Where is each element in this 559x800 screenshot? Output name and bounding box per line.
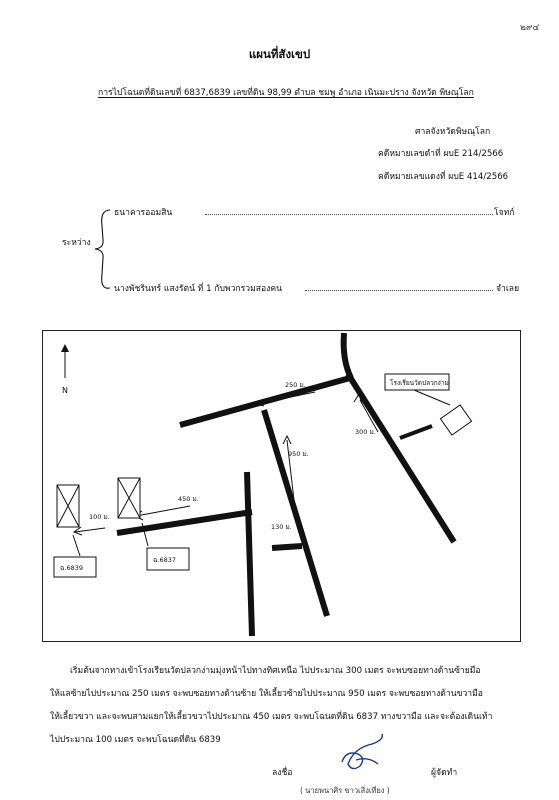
signatory-name: ( นายพนาศิร ขาวเสิ่งเที่ยง )	[300, 786, 390, 795]
signature-label: ลงชื่อ	[272, 768, 293, 778]
sketch-map	[42, 330, 522, 642]
plaintiff-role: โจทก์	[494, 208, 515, 218]
defendant-name: นางพัชรินทร์ แสงรัตน์ ที่ 1 กับพวกรวมสองคน	[114, 284, 282, 294]
court-name: ศาลจังหวัดพิษณุโลก	[415, 127, 491, 137]
defendant-dotted-line	[305, 290, 493, 291]
case-black-number: คดีหมายเลขดำที่ ผบE 214/2566	[378, 149, 504, 159]
school-label: โรงเรียนวัดปลวกง่าม	[390, 379, 449, 387]
distance-100-label: 100 ม.	[89, 513, 110, 521]
description-line-2: ให้แลซ้ายไปประมาณ 250 เมตร จะพบซอยทางด้านซ้าย ให้เลี้ยวซ้ายไปประมาณ 950 เมตร จะพบซอยทางด้านขวามือ	[50, 689, 483, 699]
plaintiff-dotted-line	[205, 214, 493, 215]
description-line-4: ไปประมาณ 100 เมตร จะพบโฉนดที่ดิน 6839	[50, 735, 221, 745]
defendant-role: จำเลย	[496, 284, 520, 294]
distance-950-label: 950 ม.	[288, 450, 309, 458]
parcel-6839-box	[57, 485, 79, 527]
case-red-number: คดีหมายเลขแดงที่ ผบE 414/2566	[378, 172, 509, 182]
north-label: N	[62, 386, 68, 395]
distance-300-label: 300 ม.	[355, 428, 376, 436]
parcel-6837-box	[118, 478, 140, 518]
page-title: แผนที่สังเขป	[248, 47, 311, 61]
party-brace	[92, 198, 116, 298]
distance-130-label: 130 ม.	[271, 523, 292, 531]
description-line-3: ให้เลี้ยวขวา และจะพบสามแยกให้เลี้ยวขวาไปประมาณ 450 เมตร จะพบโฉนดที่ดิน 6837 ทางขวามือ และจะต้องเดินเท้า	[50, 712, 493, 722]
distance-250-label: 250 ม.	[285, 381, 306, 389]
description-line-1: เริ่มต้นจากทางเข้าโรงเรียนวัดปลวกง่ามมุ่งหน้าไปทางทิศเหนือ ไปประมาณ 300 เมตร จะพบซอยทางด้านซ้ายมือ	[70, 666, 481, 676]
road-130	[272, 546, 302, 548]
between-label: ระหว่าง	[62, 238, 91, 248]
parcel-6839-label: ฉ.6839	[60, 564, 84, 572]
handwritten-signature	[332, 730, 392, 778]
distance-450-label: 450 ม.	[178, 495, 199, 503]
plaintiff-name: ธนาคารออมสิน	[114, 208, 173, 218]
signature-role: ผู้จัดทำ	[431, 768, 458, 778]
page-number: ๒๙๔	[520, 23, 540, 33]
parcel-6837-label: ฉ.6837	[153, 556, 177, 564]
document-subtitle: การไปโฉนดที่ดินเลขที่ 6837,6839 เลขที่ดิน 98,99 ตำบล ชมพู อำเภอ เนินมะปราง จังหวัด พิษณุโลก	[98, 88, 474, 98]
